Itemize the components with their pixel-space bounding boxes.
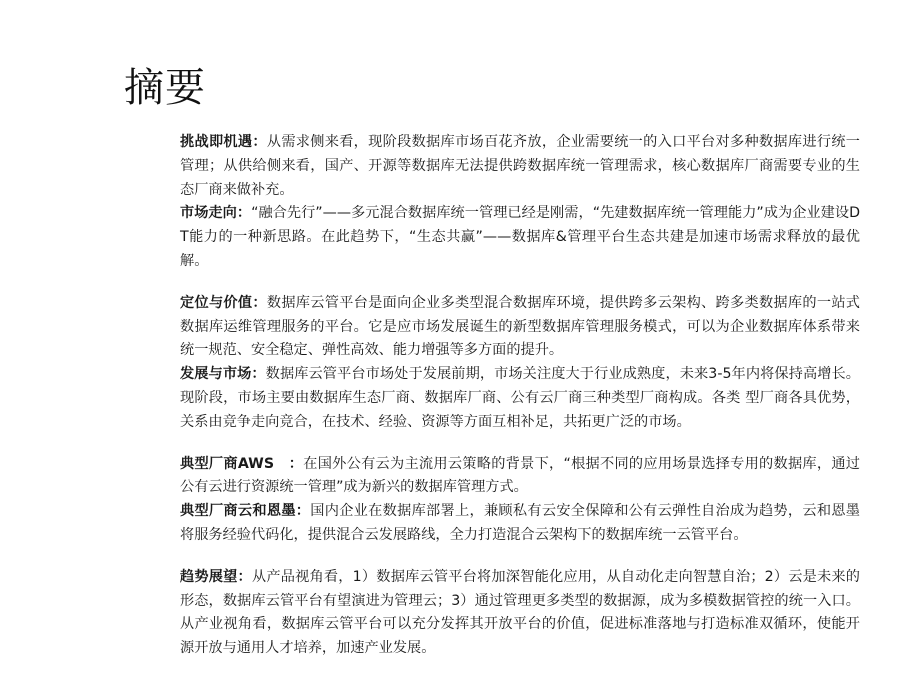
group-trend-outlook: [180, 566, 860, 661]
group-challenge-market: [180, 131, 860, 274]
paragraph-challenge: [180, 131, 860, 202]
paragraph-text: 从产品视角看，1）数据库云管平台将加深智能化应用，从自动化走向智慧自治；2）云是未来的形态，数据库云管平台有望演进为管理云；3）通过管理更多类型的数据源，成为多模数据管控的统一入口。从产业视角看，数据库云管平台可以充分发挥其开放平台的价值，促进标准落地与打造标准双循环，使能开源开放与通用人才培养，加速产业发展。: [180, 568, 860, 657]
page-title: 摘要: [124, 65, 206, 111]
group-typical-vendors: [180, 453, 860, 548]
paragraph-positioning: [180, 292, 860, 363]
paragraph-text: 国内企业在数据库部署上，兼顾私有云安全保障和公有云弹性自治成为趋势，云和恩墨将服务经验代码化，提供混合云发展路线，全力打造混合云架构下的数据库统一云管平台。: [180, 503, 860, 543]
paragraph-vendor-aws: [180, 453, 860, 501]
paragraph-text: 从需求侧来看，现阶段数据库市场百花齐放，企业需要统一的入口平台对多种数据库进行统一管理；从供给侧来看，国产、开源等数据库无法提供跨数据库统一管理需求，核心数据库厂商需要专业的生态厂商来做补充。: [180, 134, 860, 198]
paragraph-trend: [180, 566, 860, 661]
paragraph-text: “融合先行”——多元混合数据库统一管理已经是刚需，“先建数据库统一管理能力”成为企业建设DT能力的一种新思路。在此趋势下，“生态共赢”——数据库&管理平台生态共建是加速市场需求释放的最优解。: [180, 205, 860, 269]
paragraph-label: 挑战即机遇：: [180, 134, 267, 150]
paragraph-label: 趋势展望：: [180, 568, 252, 585]
paragraph-label: 市场走向：: [180, 205, 252, 222]
paragraph-label: 典型厂商云和恩墨：: [180, 503, 311, 520]
paragraph-market-direction: [180, 202, 860, 273]
paragraph-development: [180, 363, 860, 434]
paragraph-label: 典型厂商AWS ：: [180, 455, 304, 472]
paragraph-vendor-enmotech: [180, 500, 860, 548]
paragraph-label: 发展与市场：: [180, 366, 266, 383]
paragraph-text: 在国外公有云为主流用云策略的背景下，“根据不同的应用场景选择专用的数据库，通过公有云进行资源统一管理”成为新兴的数据库管理方式。: [180, 455, 860, 496]
paragraph-text: 数据库云管平台市场处于发展前期，市场关注度大于行业成熟度，未来3-5年内将保持高增长。现阶段，市场主要由数据库生态厂商、数据库厂商、公有云厂商三种类型厂商构成。各类 型厂商各具优势，关系由竞争走向竞合，在技术、经验、资源等方面互相补足，共拓更广泛的市场。: [180, 366, 860, 430]
group-positioning-development: [180, 292, 860, 435]
summary-content: [180, 131, 860, 661]
paragraph-text: 数据库云管平台是面向企业多类型混合数据库环境，提供跨多云架构、跨多类数据库的一站式数据库运维管理服务的平台。它是应市场发展诞生的新型数据库管理服务模式，可以为企业数据库体系带来统一规范、安全稳定、弹性高效、能力增强等多方面的提升。: [180, 294, 860, 359]
paragraph-label: 定位与价值：: [180, 294, 267, 311]
